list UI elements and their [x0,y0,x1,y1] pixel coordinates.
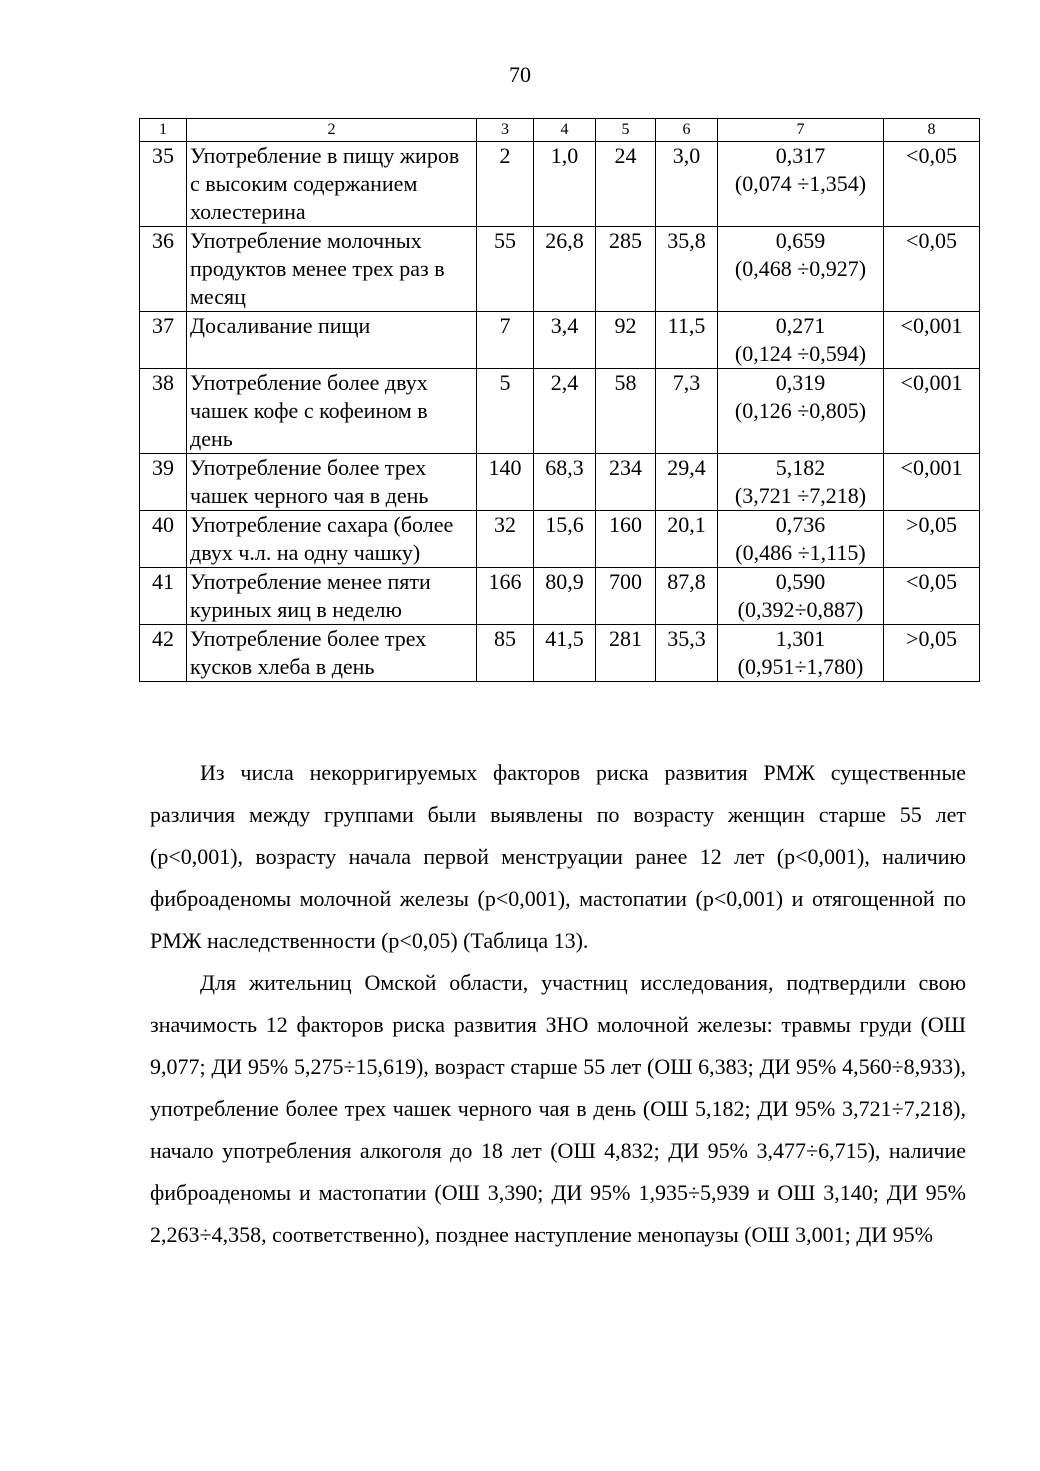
odds-ratio: 0,736 [775,512,826,537]
odds-ratio: 0,319 [775,370,826,395]
cell-value: 15,6 [534,511,596,568]
confidence-interval: (0,486 ÷1,115) [735,540,866,565]
p-value: <0,001 [884,454,980,511]
paragraph: Для жительниц Омской области, участниц исследования, подтвердили свою значимость 12 факторов риска развития ЗНО молочной железы: травмы груди (ОШ 9,077; ДИ 95% 5,275÷15,619), возраст старше 55 лет (ОШ 6,383; ДИ 95% 4,560÷8,933), употребление более трех чашек черного чая в день (ОШ 5,182; ДИ 95% 3,721÷7,218), начало употребления алкоголя до 18 лет (ОШ 4,832; ДИ 95% 3,477÷6,715), наличие фиброаденомы и мастопатии (ОШ 3,390; ДИ 95% 1,935÷5,939 и ОШ 3,140; ДИ 95% 2,263÷4,358, соответственно), позднее наступление менопаузы (ОШ 3,001; ДИ 95% [150,970,966,1247]
table-row [140,227,980,312]
cell-value: 32 [477,511,534,568]
risk-factor: Употребление сахара (более двух ч.л. на одну чашку) [187,511,477,568]
confidence-interval: (0,951÷1,780) [737,654,864,679]
row-number: 37 [140,312,187,369]
risk-factor: Употребление менее пяти куриных яиц в неделю [187,568,477,625]
odds-ratio-cell [718,568,884,625]
confidence-interval: (3,721 ÷7,218) [734,483,867,508]
risk-factor: Употребление более трех чашек черного чая в день [187,454,477,511]
odds-ratio: 0,317 [775,143,826,168]
cell-value: 29,4 [656,454,718,511]
cell-value: 35,8 [656,227,718,312]
risk-factors-table [139,118,980,682]
column-header: 5 [596,119,656,142]
column-header: 1 [140,119,187,142]
cell-value: 7,3 [656,369,718,454]
paragraph: Из числа некорригируемых факторов риска развития РМЖ существенные различия между группами были выявлены по возрасту женщин старше 55 лет (p<0,001), возрасту начала первой менструации ранее 12 лет (p<0,001), наличию фиброаденомы молочной железы (p<0,001), мастопатии (p<0,001) и отягощенной по РМЖ наследственности (p<0,05) (Таблица 13). [150,760,966,953]
confidence-interval: (0,124 ÷0,594) [734,341,867,366]
confidence-interval: (0,126 ÷0,805) [734,398,867,423]
cell-value: 87,8 [656,568,718,625]
risk-factor: Употребление молочных продуктов менее трех раз в месяц [187,227,477,312]
odds-ratio: 1,301 [775,626,826,651]
cell-value: 85 [477,625,534,682]
table-header-row [140,119,980,142]
cell-value: 234 [596,454,656,511]
cell-value: 35,3 [656,625,718,682]
odds-ratio: 0,659 [775,228,826,253]
odds-ratio-cell [718,312,884,369]
odds-ratio-cell [718,511,884,568]
column-header: 7 [718,119,884,142]
cell-value: 11,5 [656,312,718,369]
p-value: <0,05 [884,227,980,312]
column-header: 6 [656,119,718,142]
risk-factor: Употребление в пищу жиров с высоким содержанием холестерина [187,142,477,227]
cell-value: 92 [596,312,656,369]
p-value: >0,05 [884,625,980,682]
odds-ratio: 0,271 [775,313,826,338]
table-row [140,312,980,369]
table-row [140,568,980,625]
cell-value: 26,8 [534,227,596,312]
cell-value: 58 [596,369,656,454]
cell-value: 281 [596,625,656,682]
odds-ratio: 0,590 [775,569,826,594]
cell-value: 166 [477,568,534,625]
cell-value: 5 [477,369,534,454]
table-row [140,625,980,682]
cell-value: 160 [596,511,656,568]
odds-ratio-cell [718,369,884,454]
cell-value: 3,0 [656,142,718,227]
row-number: 40 [140,511,187,568]
cell-value: 700 [596,568,656,625]
row-number: 36 [140,227,187,312]
cell-value: 2 [477,142,534,227]
confidence-interval: (0,074 ÷1,354) [734,171,867,196]
odds-ratio-cell [718,142,884,227]
risk-factor: Досаливание пищи [187,312,477,369]
column-header: 2 [187,119,477,142]
confidence-interval: (0,392÷0,887) [737,597,864,622]
table-row [140,369,980,454]
table-row [140,511,980,568]
confidence-interval: (0,468 ÷0,927) [734,256,867,281]
odds-ratio-cell [718,454,884,511]
row-number: 39 [140,454,187,511]
cell-value: 41,5 [534,625,596,682]
cell-value: 20,1 [656,511,718,568]
cell-value: 7 [477,312,534,369]
cell-value: 68,3 [534,454,596,511]
cell-value: 2,4 [534,369,596,454]
table-row [140,142,980,227]
column-header: 8 [884,119,980,142]
odds-ratio: 5,182 [775,455,826,480]
cell-value: 1,0 [534,142,596,227]
table-row [140,454,980,511]
p-value: <0,001 [884,369,980,454]
cell-value: 24 [596,142,656,227]
body-text [150,752,966,1256]
cell-value: 285 [596,227,656,312]
cell-value: 55 [477,227,534,312]
cell-value: 140 [477,454,534,511]
row-number: 38 [140,369,187,454]
odds-ratio-cell [718,625,884,682]
cell-value: 80,9 [534,568,596,625]
p-value: >0,05 [884,511,980,568]
row-number: 42 [140,625,187,682]
column-header: 3 [477,119,534,142]
p-value: <0,05 [884,568,980,625]
odds-ratio-cell [718,227,884,312]
p-value: <0,001 [884,312,980,369]
p-value: <0,05 [884,142,980,227]
row-number: 35 [140,142,187,227]
risk-factor: Употребление более двух чашек кофе с кофеином в день [187,369,477,454]
column-header: 4 [534,119,596,142]
cell-value: 3,4 [534,312,596,369]
row-number: 41 [140,568,187,625]
page-number: 70 [509,62,531,87]
risk-factor: Употребление более трех кусков хлеба в день [187,625,477,682]
